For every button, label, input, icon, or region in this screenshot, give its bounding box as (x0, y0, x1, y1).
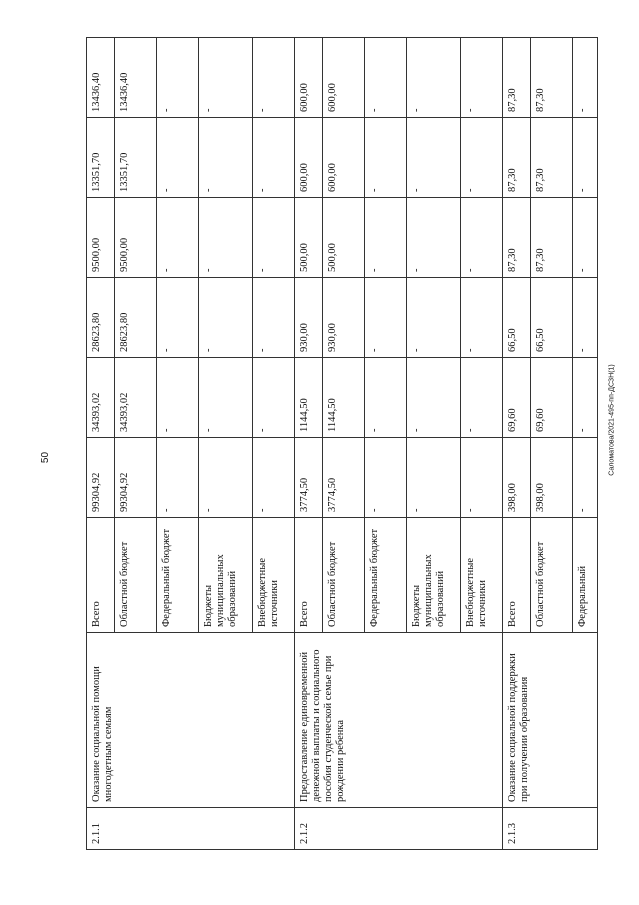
document-footer: Саломатова/2021-495-пп-ДСЗН(1) (608, 364, 616, 476)
value-cell: 87,30 (531, 118, 573, 198)
value-cell: 500,00 (323, 198, 365, 278)
table-row (87, 38, 115, 850)
value-cell: 99304,92 (87, 438, 115, 518)
value-cell: - (573, 118, 598, 198)
funding-source: Областной бюджет (323, 518, 365, 633)
value-cell: - (253, 358, 295, 438)
value-cell: 34393,02 (87, 358, 115, 438)
value-cell: - (573, 358, 598, 438)
value-cell: 600,00 (323, 118, 365, 198)
value-cell: - (157, 38, 199, 118)
value-cell: - (253, 198, 295, 278)
value-cell: - (199, 118, 253, 198)
value-cell: - (461, 118, 503, 198)
budget-table (86, 37, 598, 850)
value-cell: - (199, 438, 253, 518)
value-cell: - (253, 438, 295, 518)
value-cell: 87,30 (503, 38, 531, 118)
value-cell: - (407, 358, 461, 438)
value-cell: - (573, 198, 598, 278)
funding-source: Внебюджетные источники (253, 518, 295, 633)
value-cell: - (365, 278, 407, 358)
value-cell: - (407, 118, 461, 198)
funding-source: Всего (295, 518, 323, 633)
value-cell: - (199, 358, 253, 438)
value-cell: 13436,40 (115, 38, 157, 118)
value-cell: 500,00 (295, 198, 323, 278)
value-cell: - (365, 38, 407, 118)
value-cell: - (365, 358, 407, 438)
funding-source: Всего (87, 518, 115, 633)
value-cell: 66,50 (531, 278, 573, 358)
page-number: 50 (40, 451, 52, 464)
value-cell: 1144,50 (323, 358, 365, 438)
value-cell: - (157, 358, 199, 438)
funding-source: Федеральный бюджет (365, 518, 407, 633)
value-cell: - (199, 278, 253, 358)
value-cell: 1144,50 (295, 358, 323, 438)
value-cell: 600,00 (295, 118, 323, 198)
value-cell: - (461, 38, 503, 118)
value-cell: - (157, 198, 199, 278)
value-cell: 930,00 (295, 278, 323, 358)
item-code: 2.1.3 (503, 808, 598, 850)
item-code: 2.1.1 (87, 808, 295, 850)
value-cell: 600,00 (295, 38, 323, 118)
funding-source: Бюджеты муниципальных образований (199, 518, 253, 633)
value-cell: 87,30 (531, 38, 573, 118)
value-cell: 34393,02 (115, 358, 157, 438)
budget-table-sheet (86, 38, 589, 850)
value-cell: 3774,50 (323, 438, 365, 518)
value-cell: - (407, 278, 461, 358)
value-cell: - (573, 278, 598, 358)
value-cell: 28623,80 (115, 278, 157, 358)
value-cell: - (365, 198, 407, 278)
value-cell: 87,30 (531, 198, 573, 278)
value-cell: 13351,70 (87, 118, 115, 198)
value-cell: 600,00 (323, 38, 365, 118)
value-cell: - (157, 438, 199, 518)
item-title: Оказание социальной помощи многодетным семьям (87, 633, 295, 808)
value-cell: 13436,40 (87, 38, 115, 118)
value-cell: - (199, 38, 253, 118)
value-cell: 66,50 (503, 278, 531, 358)
value-cell: - (573, 38, 598, 118)
funding-source: Областной бюджет (115, 518, 157, 633)
value-cell: 28623,80 (87, 278, 115, 358)
value-cell: - (365, 438, 407, 518)
funding-source: Внебюджетные источники (461, 518, 503, 633)
value-cell: - (461, 198, 503, 278)
value-cell: 69,60 (531, 358, 573, 438)
funding-source: Областной бюджет (531, 518, 573, 633)
value-cell: 69,60 (503, 358, 531, 438)
funding-source: Бюджеты муниципальных образований (407, 518, 461, 633)
item-title: Предоставление единовременной денежной выплаты и социального пособия студенческой семье при рождении ребенка (295, 633, 503, 808)
value-cell: - (461, 438, 503, 518)
value-cell: - (253, 278, 295, 358)
table-row (295, 38, 323, 850)
value-cell: - (461, 278, 503, 358)
item-title: Оказание социальной поддержки при получении образования (503, 633, 598, 808)
value-cell: 87,30 (503, 198, 531, 278)
funding-source: Всего (503, 518, 531, 633)
funding-source: Федеральный бюджет (157, 518, 199, 633)
value-cell: 9500,00 (87, 198, 115, 278)
value-cell: - (157, 118, 199, 198)
value-cell: 9500,00 (115, 198, 157, 278)
value-cell: 3774,50 (295, 438, 323, 518)
value-cell: 87,30 (503, 118, 531, 198)
value-cell: 99304,92 (115, 438, 157, 518)
table-row (503, 38, 531, 850)
value-cell: - (365, 118, 407, 198)
value-cell: 398,00 (503, 438, 531, 518)
value-cell: 930,00 (323, 278, 365, 358)
funding-source: Федеральный (573, 518, 598, 633)
item-code: 2.1.2 (295, 808, 503, 850)
value-cell: - (461, 358, 503, 438)
value-cell: - (573, 438, 598, 518)
value-cell: - (407, 38, 461, 118)
value-cell: - (253, 118, 295, 198)
value-cell: - (407, 438, 461, 518)
value-cell: 13351,70 (115, 118, 157, 198)
value-cell: 398,00 (531, 438, 573, 518)
value-cell: - (199, 198, 253, 278)
value-cell: - (407, 198, 461, 278)
value-cell: - (253, 38, 295, 118)
value-cell: - (157, 278, 199, 358)
